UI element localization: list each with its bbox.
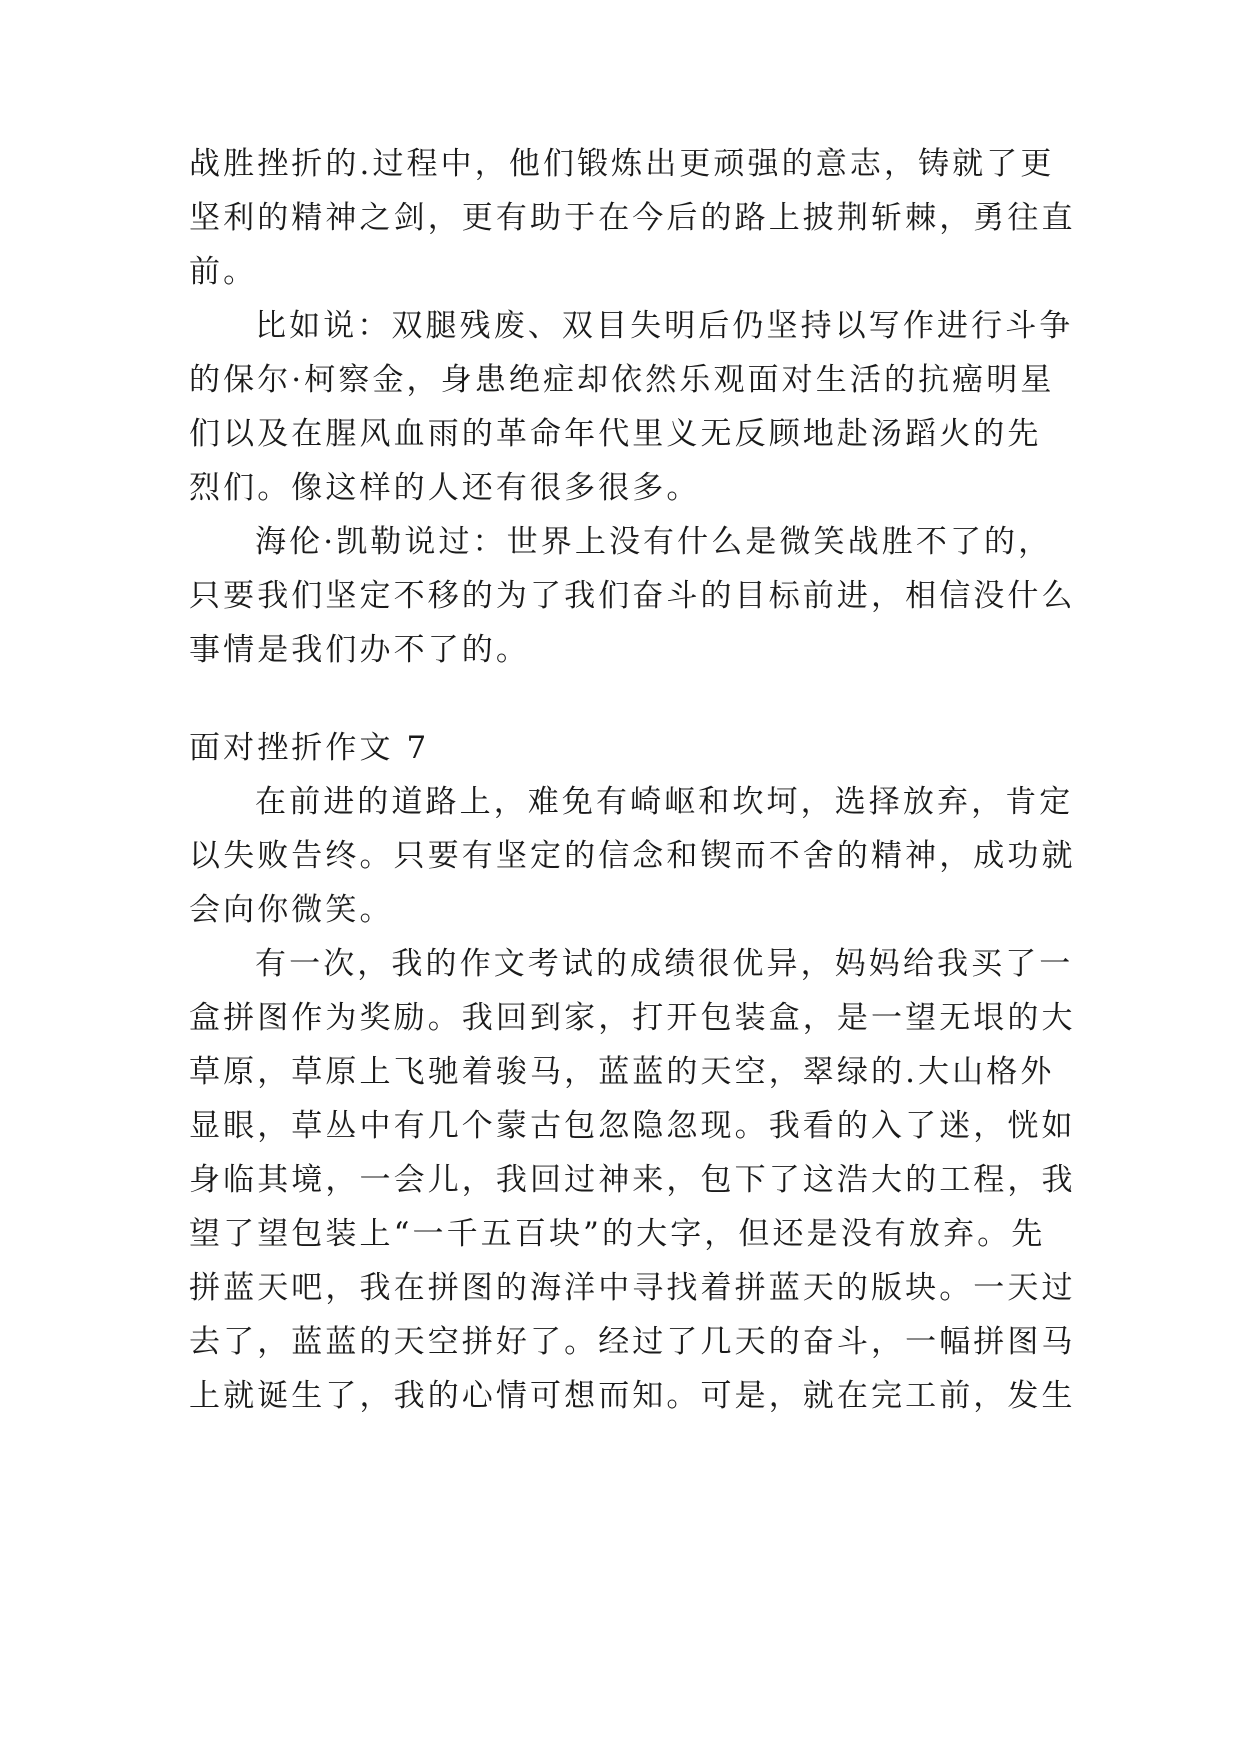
text-line: 盒拼图作为奖励。我回到家，打开包装盒，是一望无垠的大 — [189, 1000, 1076, 1036]
text-line: 上就诞生了，我的心情可想而知。可是，就在完工前，发生 — [189, 1378, 1076, 1414]
text-line: 前。 — [189, 254, 258, 290]
text-line: 会向你微笑。 — [189, 892, 394, 928]
text-line: 身临其境，一会儿，我回过神来，包下了这浩大的工程，我 — [189, 1162, 1076, 1198]
text-line: 事情是我们办不了的。 — [189, 632, 530, 668]
text-line: 的保尔·柯察金，身患绝症却依然乐观面对生活的抗癌明星 — [189, 362, 1055, 398]
text-line: 在前进的道路上，难免有崎岖和坎坷，选择放弃，肯定 — [255, 784, 1074, 820]
text-line: 望了望包装上“一千五百块”的大字，但还是没有放弃。先 — [189, 1216, 1046, 1252]
text-line: 有一次，我的作文考试的成绩很优异，妈妈给我买了一 — [255, 946, 1074, 982]
text-line: 草原，草原上飞驰着骏马，蓝蓝的天空，翠绿的.大山格外 — [189, 1054, 1055, 1090]
text-line: 们以及在腥风血雨的革命年代里义无反顾地赴汤蹈火的先 — [189, 416, 1042, 452]
text-line: 烈们。像这样的人还有很多很多。 — [189, 470, 701, 506]
text-line: 战胜挫折的.过程中，他们锻炼出更顽强的意志，铸就了更 — [189, 146, 1055, 182]
text-line: 拼蓝天吧，我在拼图的海洋中寻找着拼蓝天的版块。一天过 — [189, 1270, 1076, 1306]
section-heading: 面对挫折作文 7 — [189, 730, 430, 766]
text-line: 显眼，草丛中有几个蒙古包忽隐忽现。我看的入了迷，恍如 — [189, 1108, 1076, 1144]
text-line: 坚利的精神之剑，更有助于在今后的路上披荆斩棘，勇往直 — [189, 200, 1076, 236]
text-line: 以失败告终。只要有坚定的信念和锲而不舍的精神，成功就 — [189, 838, 1076, 874]
text-line: 比如说：双腿残废、双目失明后仍坚持以写作进行斗争 — [255, 308, 1074, 344]
text-line: 只要我们坚定不移的为了我们奋斗的目标前进，相信没什么 — [189, 578, 1076, 614]
text-line: 去了，蓝蓝的天空拼好了。经过了几天的奋斗，一幅拼图马 — [189, 1324, 1076, 1360]
text-line: 海伦·凯勒说过：世界上没有什么是微笑战胜不了的， — [255, 524, 1053, 560]
